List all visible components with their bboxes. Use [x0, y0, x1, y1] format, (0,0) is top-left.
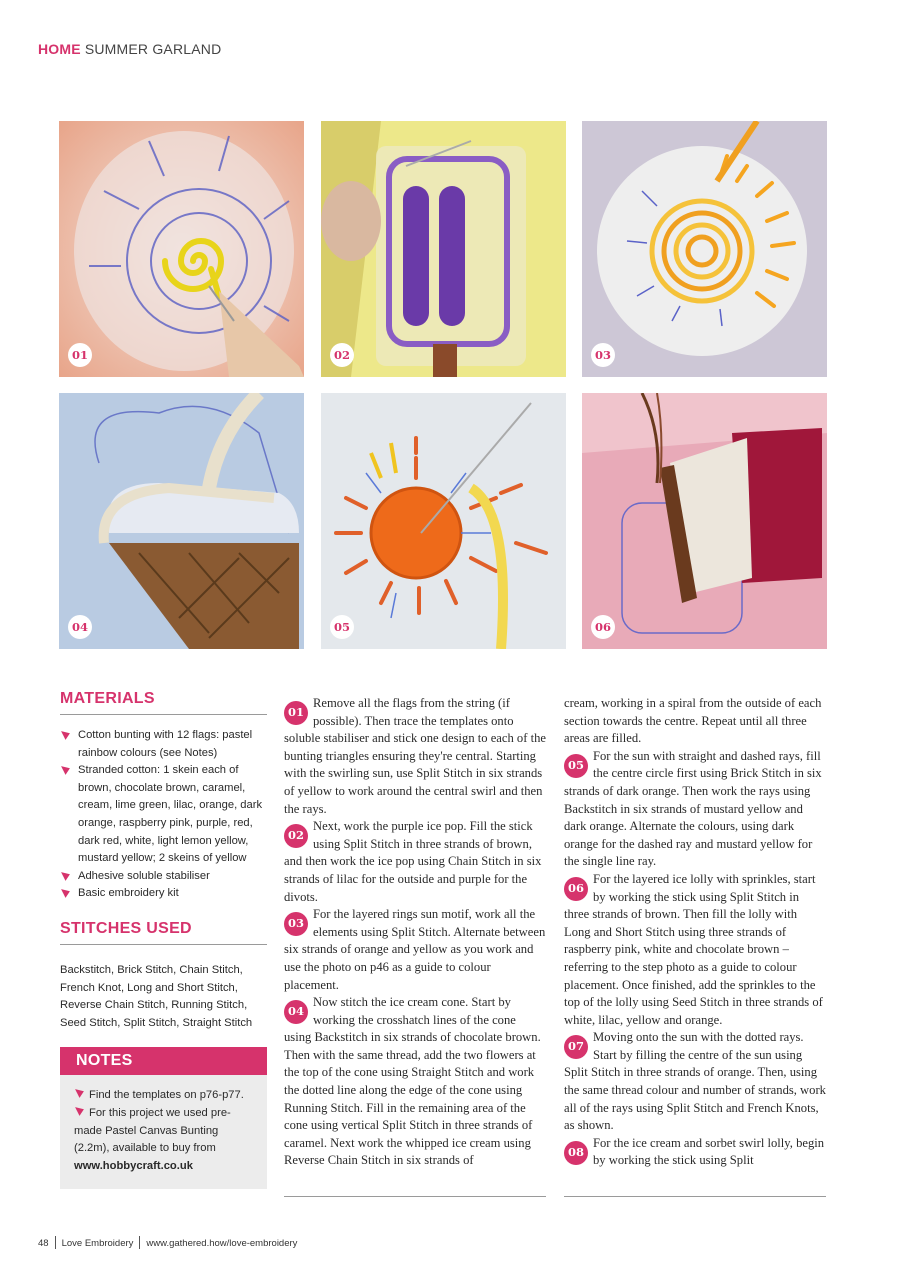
page-number: 48 [38, 1238, 49, 1249]
list-item: Stranded cotton: 1 skein each of brown, chocolate brown, caramel, cream, lime green, lilac, orange, dark orange, raspberry pink, purple, red, dark red, white, light lemon yellow, mustard yellow; 2 skeins of yellow [60, 762, 267, 868]
photo-number-badge: 04 [68, 615, 92, 639]
step-05: 05 For the sun with straight and dashed rays, fill the centre circle first using Brick Stitch in six strands of dark orange. Then work the rays using Backstitch in six strands of mustard yellow and dark orange. Alternate the colours, using dark orange for the dashed ray and mustard yellow for the single line ray. [564, 748, 822, 869]
column-end-rule [284, 1196, 546, 1197]
page-header [38, 41, 221, 57]
step-photo-05 [321, 393, 566, 649]
materials-list [60, 727, 267, 903]
list-item: Find the templates on p76-p77. [74, 1087, 253, 1105]
list-item: Cotton bunting with 12 flags: pastel rainbow colours (see Notes) [60, 727, 267, 762]
step-02: 02 Next, work the purple ice pop. Fill the stick using Split Stitch in three strands of brown, and then work the ice pop using Chain Stitch in six strands of lilac for the outside and purple for the divots. [284, 819, 542, 904]
photo-number-badge: 03 [591, 343, 615, 367]
step-number-badge: 02 [284, 824, 308, 848]
list-item: Basic embroidery kit [60, 885, 267, 903]
section-label: HOME [38, 41, 81, 57]
step-07: 07 Moving onto the sun with the dotted rays. Start by filling the centre of the sun using Split Stitch in three strands of orange. Then, using the same thread colour and number of strands, work all of the rays using Split Stitch and French Knots, as shown. [564, 1030, 826, 1133]
rings-sun-image [582, 121, 827, 377]
website-link[interactable]: www.gathered.how/love-embroidery [146, 1238, 298, 1249]
topic-label: SUMMER GARLAND [84, 41, 222, 57]
step-photo-01 [59, 121, 304, 377]
column-end-rule [564, 1196, 826, 1197]
instructions-column-2 [564, 695, 826, 1170]
step-number-badge: 03 [284, 912, 308, 936]
step-number-badge: 07 [564, 1035, 588, 1059]
photo-number-badge: 05 [330, 615, 354, 639]
step-number-badge: 08 [564, 1141, 588, 1165]
stitches-heading: STITCHES USED [60, 919, 192, 937]
ice-cream-cone-image [59, 393, 304, 649]
bunting-bullet-icon [60, 888, 71, 899]
notes-box [60, 1047, 267, 1189]
materials-heading: MATERIALS [60, 690, 155, 707]
step-number-badge: 04 [284, 1000, 308, 1024]
bunting-bullet-icon [74, 1088, 85, 1099]
step-04: 04 Now stitch the ice cream cone. Start by working the crosshatch lines of the cone using Backstitch in six strands of chocolate brown. Then with the same thread, add the two flowers at the top of the cone using Straight Stitch and work the dotted line along the edge of the cone using Running Stitch. Fill in the remaining area of the cone using vertical Split Stitch in three strands of caramel. Next work the whipped ice cream using Reverse Chain Stitch in six strands of [284, 995, 541, 1168]
step-number-badge: 01 [284, 701, 308, 725]
step-photo-04 [59, 393, 304, 649]
photo-number-badge: 02 [330, 343, 354, 367]
notes-list [60, 1075, 267, 1157]
divider [60, 714, 267, 715]
photo-number-badge: 06 [591, 615, 615, 639]
bunting-bullet-icon [60, 765, 71, 776]
step-08: 08 For the ice cream and sorbet swirl lolly, begin by working the stick using Split [564, 1135, 826, 1170]
divider [55, 1236, 56, 1249]
step-photo-02 [321, 121, 566, 377]
step-photo-03 [582, 121, 827, 377]
divider [60, 944, 267, 945]
step-04-continued: cream, working in a spiral from the outside of each section towards the centre. Repeat until all three areas are filled. [564, 696, 822, 746]
step-number-badge: 06 [564, 877, 588, 901]
photo-number-badge: 01 [68, 343, 92, 367]
instructions-column-1 [284, 695, 546, 1170]
swirl-sun-image [59, 121, 304, 377]
step-03: 03 For the layered rings sun motif, work all the elements using Split Stitch. Alternate between six strands of orange and yellow as you work and use the photo on p46 as a guide to colour placement. [284, 907, 546, 992]
step-number-badge: 05 [564, 754, 588, 778]
step-photo-06 [582, 393, 827, 649]
stitches-list: Backstitch, Brick Stitch, Chain Stitch, French Knot, Long and Short Stitch, Reverse Chain Stitch, Running Stitch, Seed Stitch, Split Stitch, Straight Stitch [60, 963, 253, 1029]
step-01: 01 Remove all the flags from the string (if possible). Then trace the templates onto soluble stabiliser and stick one design to each of the bunting triangles ensuring they're central. Starting with the swirling sun, use Split Stitch in six strands of yellow to work around the central swirl and then the rays. [284, 696, 546, 816]
dashed-sun-image [321, 393, 566, 649]
list-item: Adhesive soluble stabiliser [60, 868, 267, 886]
notes-heading: NOTES [60, 1047, 267, 1075]
ice-lolly-image [582, 393, 827, 649]
divider [139, 1236, 140, 1249]
step-06: 06 For the layered ice lolly with sprinkles, start by working the stick using Split Stitch in three strands of brown. Then fill the lolly with Long and Short Stitch using three strands of raspberry pink, white and chocolate brown – referring to the step photo as a guide to colour placement. Once finished, add the sprinkles to the top of the lolly using Seed Stitch in three strands of white, lilac, yellow and orange. [564, 871, 823, 1027]
ice-pop-image [321, 121, 566, 377]
list-item: For this project we used pre-made Pastel Canvas Bunting (2.2m), available to buy from [74, 1106, 231, 1155]
hobbycraft-link[interactable]: www.hobbycraft.co.uk [74, 1159, 193, 1172]
page-footer [38, 1236, 297, 1249]
magazine-name: Love Embroidery [61, 1238, 134, 1249]
bunting-bullet-icon [74, 1106, 85, 1117]
sidebar-column [60, 690, 267, 1189]
bunting-bullet-icon [60, 730, 71, 741]
bunting-bullet-icon [60, 871, 71, 882]
